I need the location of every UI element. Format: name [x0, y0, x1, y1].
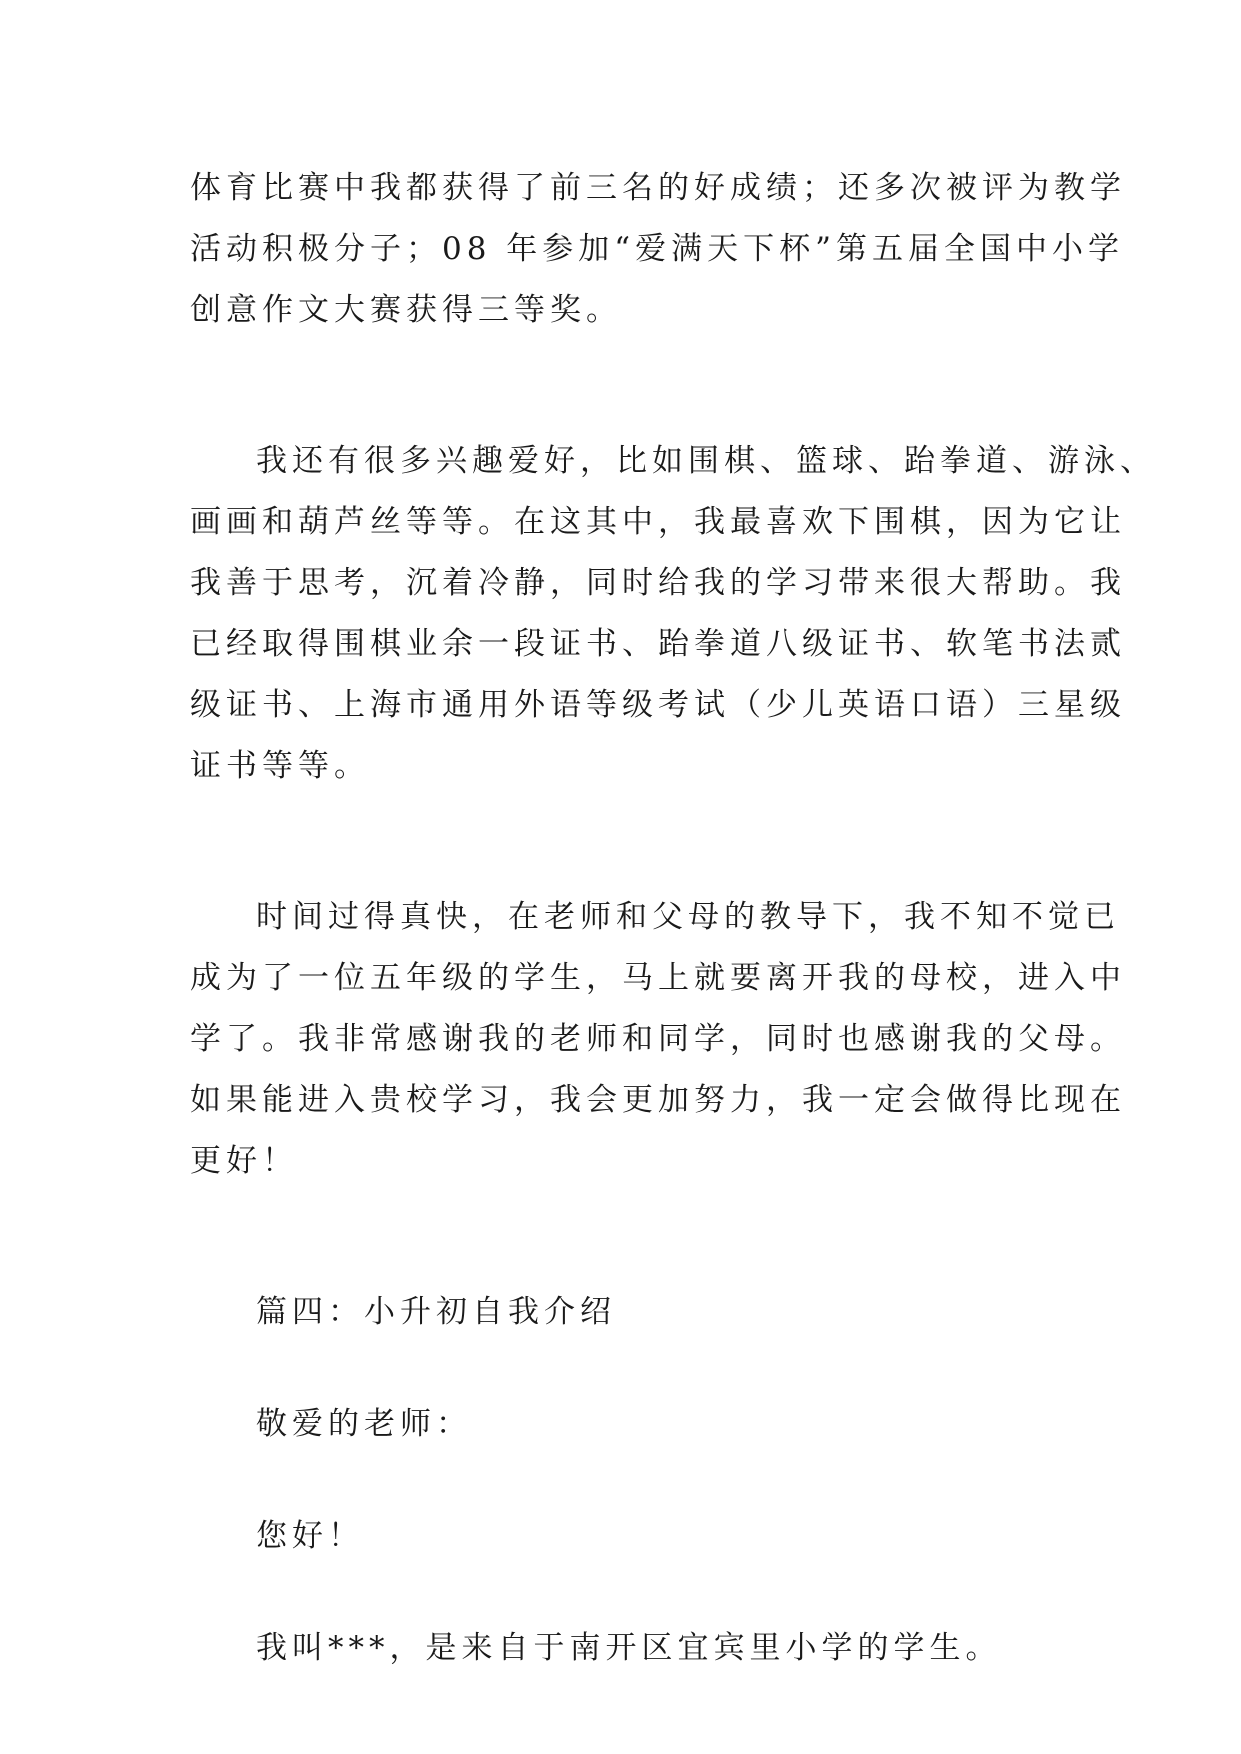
- document-body: [190, 158, 1156, 1679]
- text-line: 活动积极分子；08 年参加“爱满天下杯”第五届全国中小学: [190, 231, 1124, 267]
- paragraph-achievements: [190, 158, 1126, 341]
- paragraph-gap: [190, 341, 1070, 431]
- paragraph-gratitude: [190, 887, 1126, 1192]
- text-line: 如果能进入贵校学习，我会更加努力，我一定会做得比现在: [190, 1082, 1126, 1118]
- text-line: 我善于思考，沉着冷静，同时给我的学习带来很大帮助。我: [190, 565, 1126, 601]
- text-line: 已经取得围棋业余一段证书、跆拳道八级证书、软笔书法贰: [190, 626, 1126, 662]
- text-line: 时间过得真快，在老师和父母的教导下，我不知不觉已: [256, 899, 1120, 935]
- paragraph-gap: [190, 797, 1070, 887]
- salutation: 敬爱的老师：: [256, 1406, 472, 1442]
- text-line: 成为了一位五年级的学生，马上就要离开我的母校，进入中: [190, 960, 1126, 996]
- paragraph-gap: [190, 1567, 1070, 1618]
- paragraph-gap: [190, 1343, 1070, 1394]
- text-line: 级证书、上海市通用外语等级考试（少儿英语口语）三星级: [190, 687, 1126, 723]
- text-line: 证书等等。: [190, 748, 370, 784]
- section-title: 篇四：小升初自我介绍: [256, 1294, 616, 1330]
- paragraph-gap: [190, 1455, 1070, 1506]
- paragraph-gap: [190, 1192, 1070, 1282]
- text-line: 学了。我非常感谢我的老师和同学，同时也感谢我的父母。: [190, 1021, 1126, 1057]
- text-line: 我还有很多兴趣爱好，比如围棋、篮球、跆拳道、游泳、: [256, 443, 1156, 479]
- text-line: 更好！: [190, 1143, 298, 1179]
- text-line: 体育比赛中我都获得了前三名的好成绩；还多次被评为教学: [190, 170, 1126, 206]
- greeting: 您好！: [256, 1518, 364, 1554]
- text-line: 画画和葫芦丝等等。在这其中，我最喜欢下围棋，因为它让: [190, 504, 1126, 540]
- paragraph-hobbies: [190, 431, 1156, 797]
- intro-line: 我叫***，是来自于南开区宜宾里小学的学生。: [256, 1630, 1002, 1666]
- text-line: 创意作文大赛获得三等奖。: [190, 292, 622, 328]
